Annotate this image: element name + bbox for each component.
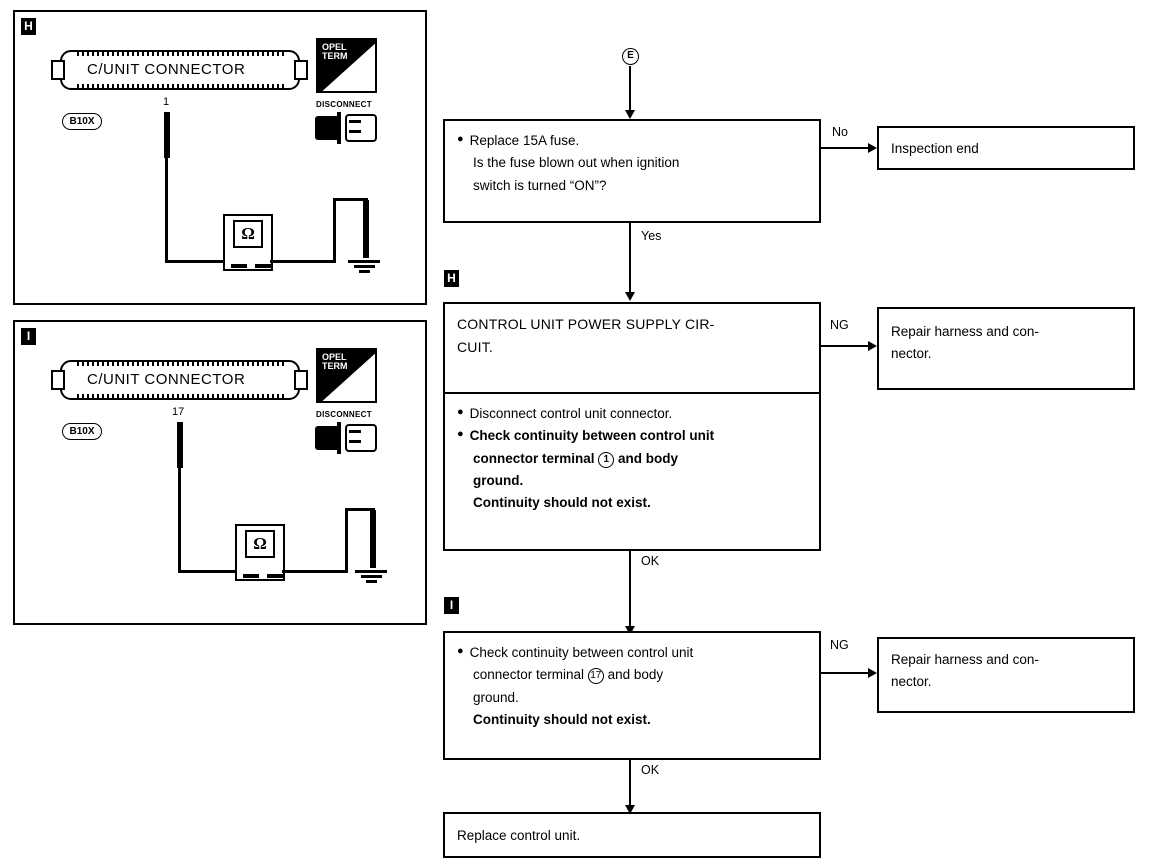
probe-lead-top [164, 112, 170, 158]
wire-horizontal-bottom-left [165, 260, 227, 263]
step-g-box [443, 119, 821, 223]
connector-hatch-top [77, 52, 285, 56]
step-tag-i: I [444, 597, 459, 614]
fuse-icon [316, 38, 377, 93]
connector-label: C/UNIT CONNECTOR [87, 61, 246, 78]
ground-probe-lead [370, 510, 376, 568]
inspection-end-box [877, 126, 1135, 170]
step-h-body [445, 394, 819, 523]
pin-number-label: 1 [163, 96, 170, 108]
edge-label-ng-h: NG [830, 318, 849, 332]
replace-control-unit-box [443, 812, 821, 858]
connector-code-pill: B⁠10X [62, 423, 102, 440]
arrow-step-h-ng [821, 345, 869, 347]
figure-tag-i: I [21, 328, 36, 345]
connector-code-pill: B⁠10X [62, 113, 102, 130]
step-h-cont-line-3: Continuity should not exist. [473, 495, 651, 511]
meter-terminal-left [243, 574, 259, 578]
step-h-bullet-1: ● Disconnect control unit connector. [457, 403, 807, 425]
step-i-bullet-1: ● Check continuity between control unit [457, 642, 807, 664]
wire-vertical-right [333, 198, 336, 262]
replace-control-unit-label: Replace control unit. [457, 828, 581, 843]
ground-symbol [355, 570, 387, 585]
connector-end-left [51, 370, 65, 390]
connector-end-right [294, 370, 308, 390]
step-i-cont-line-2: ground. [473, 689, 519, 705]
inspection-end-label: Inspection end [891, 141, 979, 156]
wire-vertical-left [178, 468, 181, 573]
disconnect-label: DISCONNECT [316, 410, 372, 419]
wire-horizontal-bottom-left [178, 570, 240, 573]
arrow-entry-to-step-g [629, 66, 631, 111]
step-i-cont-line-1: connector terminal 17 and body [473, 667, 664, 683]
wire-vertical-right [345, 508, 348, 572]
edge-label-ng-i: NG [830, 638, 849, 652]
wire-horizontal-bottom-right [282, 570, 348, 573]
connector-end-left [51, 60, 65, 80]
entry-marker: E [622, 48, 639, 65]
arrow-step-h-ok [629, 551, 631, 627]
repair-harness-box-h [877, 307, 1135, 390]
connector-hatch-top [77, 362, 285, 366]
edge-label-no: No [832, 125, 848, 139]
step-h-title: CONTROL UNIT POWER SUPPLY CIR- CUIT. [457, 316, 715, 356]
step-h-bullet-2: ● Check continuity between control unit [457, 425, 807, 447]
arrow-step-g-yes [629, 223, 631, 293]
meter-terminal-left [231, 264, 247, 268]
step-h-box [443, 302, 821, 551]
probe-lead-top [177, 422, 183, 468]
step-g-line-1: ● Replace 15A fuse. [457, 130, 807, 152]
bullet-icon: ● [457, 428, 464, 441]
connector-plug-icon [315, 422, 377, 454]
ohm-meter: Ω [245, 530, 275, 558]
step-g-line-3: switch is turned “ON”? [473, 177, 607, 193]
fuse-icon-sub-label: OPEL TERM [322, 42, 348, 61]
bullet-icon: ● [457, 133, 464, 145]
figure-panel-h [13, 10, 427, 305]
meter-terminal-right [255, 264, 271, 268]
fuse-icon-amp-label: 15 [345, 386, 360, 401]
arrow-step-i-ng [821, 672, 869, 674]
meter-terminal-right [267, 574, 283, 578]
wire-horizontal-bottom-right [270, 260, 336, 263]
pin-number-label: 17 [172, 406, 185, 418]
edge-label-ok-h: OK [641, 554, 660, 568]
terminal-number-circle: 1 [598, 452, 614, 468]
step-i-cont-line-3: Continuity should not exist. [473, 711, 651, 727]
bullet-icon: ● [457, 645, 464, 657]
connector-plug-icon [315, 112, 377, 144]
step-g-line-2: Is the fuse blown out when ignition [473, 155, 680, 171]
connector-label: C/UNIT CONNECTOR [87, 371, 246, 388]
fuse-icon-sub-label: OPEL TERM [322, 352, 348, 371]
repair-harness-label-h: Repair harness and con- nector. [891, 324, 1039, 362]
terminal-number-circle: 17 [588, 668, 604, 684]
fuse-icon [316, 348, 377, 403]
wire-vertical-left [165, 158, 168, 263]
fuse-icon-amp-label: 15 [345, 76, 360, 91]
ohm-meter: Ω [233, 220, 263, 248]
figure-panel-i [13, 320, 427, 625]
arrow-step-g-no [821, 147, 869, 149]
repair-harness-label-i: Repair harness and con- nector. [891, 652, 1039, 690]
disconnect-label: DISCONNECT [316, 100, 372, 109]
ground-probe-lead [363, 200, 369, 258]
figure-tag-h: H [21, 18, 36, 35]
edge-label-ok-i: OK [641, 763, 660, 777]
bullet-icon: ● [457, 406, 464, 418]
step-i-box [443, 631, 821, 760]
connector-hatch-bottom [77, 84, 285, 88]
edge-label-yes: Yes [641, 229, 662, 243]
repair-harness-box-i [877, 637, 1135, 713]
arrow-step-i-ok [629, 760, 631, 806]
ground-symbol [348, 260, 380, 275]
connector-end-right [294, 60, 308, 80]
step-tag-h: H [444, 270, 459, 287]
step-h-cont-line-1: connector terminal 1 and body [473, 450, 679, 466]
step-h-cont-line-2: ground. [473, 472, 524, 488]
connector-hatch-bottom [77, 394, 285, 398]
